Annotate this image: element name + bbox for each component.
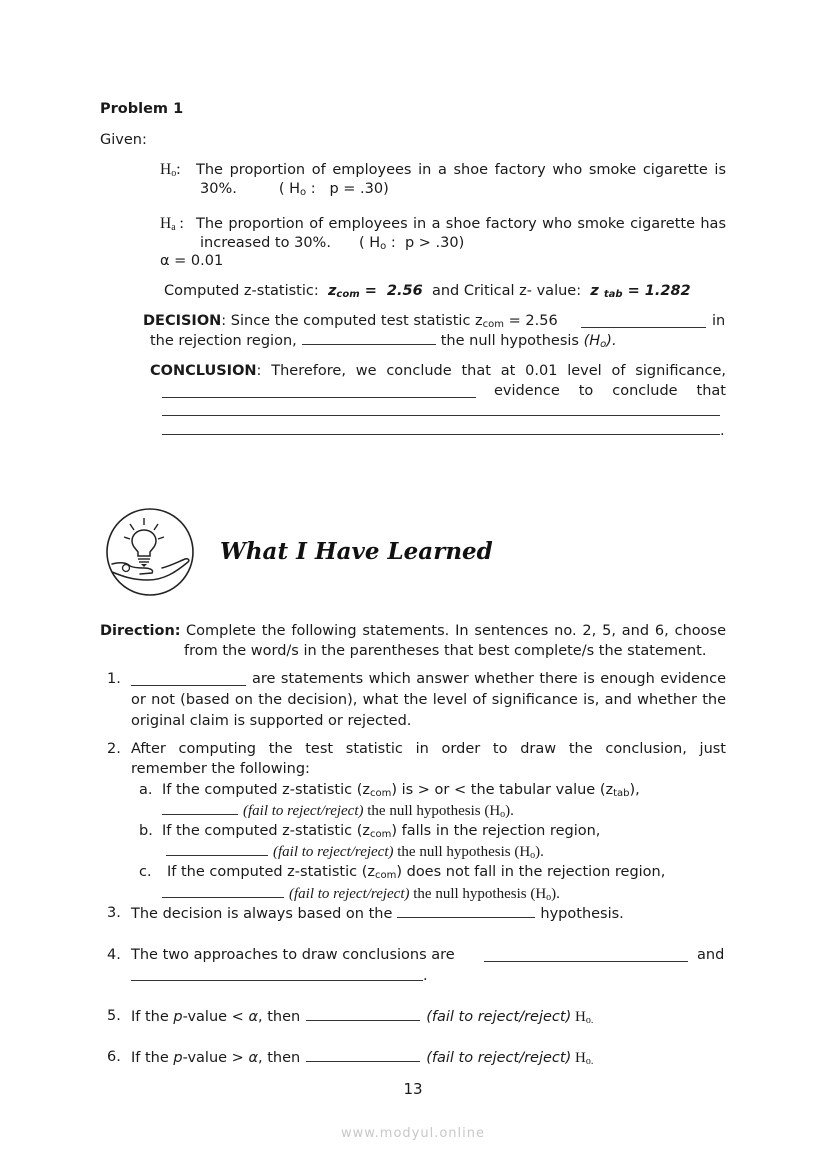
- item-1-line2: or not (based on the decision), what the level of significance is, and whether the: [131, 692, 726, 708]
- decision-blank-1[interactable]: [581, 313, 706, 328]
- given-label: Given:: [100, 132, 147, 148]
- item-4-text: The two approaches to draw conclusions are: [131, 947, 455, 963]
- direction-label: Direction:: [100, 623, 181, 639]
- decision-in: in: [712, 313, 726, 329]
- lightbulb-hand-icon: [104, 506, 196, 598]
- conclusion-blank-1[interactable]: [162, 397, 476, 398]
- item-3-text: The decision is always based on the hypothesis.: [131, 903, 624, 924]
- conclusion-line1: CONCLUSION: Therefore, we conclude that at 0.01 level of significance,: [150, 363, 726, 379]
- item-2c-blank[interactable]: [162, 883, 284, 898]
- item-2-line2: remember the following:: [131, 761, 310, 777]
- item-5-number: 5.: [107, 1008, 121, 1024]
- item-1-line1: are statements which answer whether there is enough evidence: [252, 671, 726, 687]
- item-2-number: 2.: [107, 741, 121, 757]
- item-2b-label: b.: [139, 823, 153, 839]
- computed-statistics: Computed z-statistic: $z_{com} = 2.56$ and Critical z- value: z $_{tab}$ = 1.282: [164, 283, 691, 300]
- item-4-period: .: [423, 968, 428, 984]
- item-2b-line1: If the computed z-statistic $(z_{com})$ falls in the rejection region,: [162, 823, 601, 840]
- item-2-line1: After computing the test statistic in order to draw the conclusion, just: [131, 741, 726, 757]
- item-1-line3: original claim is supported or rejected.: [131, 713, 412, 729]
- item-2a-line1: If the computed z-statistic $(z_{com})$ is > or < the tabular value $(z_{tab})$,: [162, 782, 640, 799]
- item-2c-options: (fail to reject/reject): [289, 886, 410, 902]
- ha-label: $H_a$ :: [160, 215, 184, 233]
- item-2c-line2: (fail to reject/reject) the null hypothesis $(H_o)$.: [162, 883, 560, 904]
- item-2a-options: (fail to reject/reject): [243, 803, 364, 819]
- item-2b-line2: (fail to reject/reject) the null hypothesis $(H_o)$.: [166, 841, 544, 862]
- item-4-and: and: [697, 947, 725, 963]
- item-2a-line2: (fail to reject/reject) the null hypothesis $(H_o)$.: [162, 800, 514, 821]
- item-2a-label: a.: [139, 782, 153, 798]
- h0-line1: The proportion of employees in a shoe factory who smoke cigarette is: [196, 162, 726, 178]
- h0-line2: 30%. ( $H_o$ : p = .30): [200, 181, 389, 198]
- item-6-number: 6.: [107, 1049, 121, 1065]
- page-number: 13: [403, 1080, 423, 1098]
- decision-line2: the rejection region, the null hypothesis $(H_o)$.: [150, 330, 617, 351]
- direction-line2: from the word/s in the parentheses that best complete/s the statement.: [184, 643, 707, 659]
- item-5-text: If the p-value < α, then (fail to reject/reject) $H_{o.}$: [131, 1006, 593, 1027]
- conclusion-blank-2[interactable]: [162, 415, 720, 416]
- item-2b-blank[interactable]: [166, 841, 268, 856]
- item-1-blank[interactable]: [131, 671, 246, 686]
- item-3-number: 3.: [107, 905, 121, 921]
- ha-line1: The proportion of employees in a shoe factory who smoke cigarette has: [196, 216, 726, 232]
- ha-line2: increased to 30%. ( $H_o$ : p > .30): [200, 235, 465, 252]
- item-6-text: If the p-value > α, then (fail to reject/reject) $H_{o.}$: [131, 1047, 593, 1068]
- item-6-options: (fail to reject/reject): [426, 1050, 572, 1066]
- item-1-number: 1.: [107, 671, 121, 687]
- conclusion-line2: evidence to conclude that: [494, 383, 726, 399]
- section-title: What I Have Learned: [220, 538, 493, 565]
- item-4-blank-2[interactable]: [131, 980, 423, 981]
- item-5-options: (fail to reject/reject): [426, 1009, 572, 1025]
- item-4-blank-1[interactable]: [484, 947, 688, 962]
- alpha-value: α = 0.01: [160, 253, 224, 269]
- item-5-blank[interactable]: [306, 1006, 420, 1021]
- item-2a-blank[interactable]: [162, 800, 238, 815]
- item-2c-label: c.: [139, 864, 152, 880]
- problem-title: Problem 1: [100, 101, 184, 117]
- decision-blank-2[interactable]: [302, 330, 436, 345]
- item-4-number: 4.: [107, 947, 121, 963]
- item-6-blank[interactable]: [306, 1047, 420, 1062]
- item-3-blank[interactable]: [397, 903, 535, 918]
- item-2c-line1: If the computed z-statistic $(z_{com})$ does not fall in the rejection region,: [167, 864, 666, 881]
- decision-line1: DECISION: Since the computed test statistic $z_{com} = 2.56$: [143, 313, 558, 330]
- h0-label: $H_o$:: [160, 161, 181, 179]
- direction-line1: Complete the following statements. In sentences no. 2, 5, and 6, choose: [186, 623, 726, 639]
- watermark: www.modyul.online: [340, 1126, 486, 1141]
- conclusion-blank-3[interactable]: [162, 434, 720, 435]
- item-2b-options: (fail to reject/reject): [273, 844, 394, 860]
- conclusion-period: .: [720, 423, 725, 439]
